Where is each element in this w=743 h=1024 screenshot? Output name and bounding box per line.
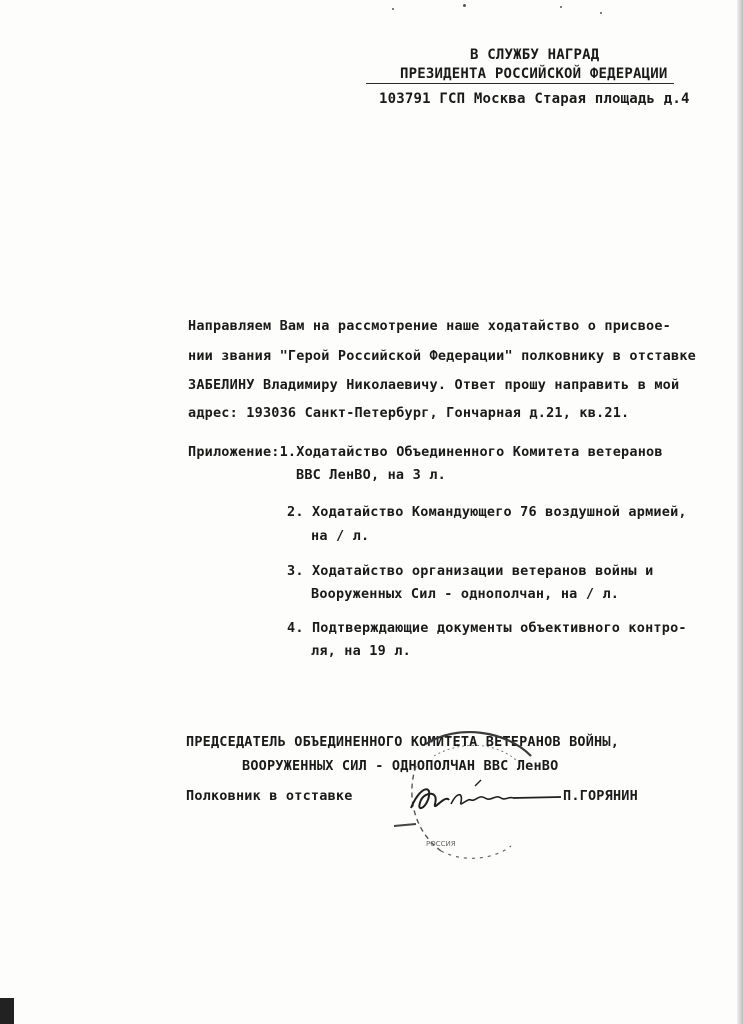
svg-text:РОССИЯ: РОССИЯ	[426, 840, 456, 848]
recipient-underline	[366, 83, 674, 84]
handwritten-signature-icon	[405, 774, 565, 824]
body-line-4: адрес: 193036 Санкт-Петербург, Гончарная д.21, кв.21.	[188, 405, 630, 421]
enclosure-item-4: 4. Подтверждающие документы объективного контро-	[287, 620, 687, 636]
enclosure-item-3-cont: Вооруженных Сил - однополчан, на / л.	[311, 586, 620, 602]
recipient-address: 103791 ГСП Москва Старая площадь д.4	[379, 91, 690, 107]
signature-title-line-2: ВООРУЖЕННЫХ СИЛ - ОДНОПОЛЧАН ВВС ЛенВО	[242, 758, 559, 774]
enclosure-item-4-cont: ля, на 19 л.	[311, 643, 411, 659]
enclosure-item-2-cont: на / л.	[311, 528, 370, 544]
scan-speck	[600, 12, 602, 14]
body-line-3: ЗАБЕЛИНУ Владимиру Николаевичу. Ответ прошу направить в мой	[188, 377, 680, 393]
scan-edge	[737, 0, 743, 1024]
enclosure-label: Приложение:1.Ходатайство Объединенного Комитета ветеранов	[188, 444, 663, 460]
body-line-1: Направляем Вам на рассмотрение наше ходатайство о присвое-	[188, 318, 672, 334]
recipient-line-2: ПРЕЗИДЕНТА РОССИЙСКОЙ ФЕДЕРАЦИИ	[400, 66, 668, 82]
enclosure-item-1-cont: ВВС ЛенВО, на 3 л.	[296, 467, 446, 483]
scan-corner-mark	[0, 998, 14, 1024]
signature-rank: Полковник в отставке	[186, 788, 353, 804]
enclosure-item-3: 3. Ходатайство организации ветеранов войны и	[287, 563, 654, 579]
recipient-line-1: В СЛУЖБУ НАГРАД	[470, 47, 600, 63]
body-line-2: нии звания "Герой Российской Федерации" полковнику в отставке	[188, 348, 696, 364]
scan-speck	[392, 8, 394, 10]
scan-speck	[463, 4, 466, 7]
enclosure-item-2: 2. Ходатайство Командующего 76 воздушной армией,	[287, 504, 687, 520]
signature-title-line-1: ПРЕДСЕДАТЕЛЬ ОБЪЕДИНЕННОГО КОМИТЕТА ВЕТЕРАНОВ ВОЙНЫ,	[186, 734, 620, 750]
signature-name: П.ГОРЯНИН	[563, 788, 638, 804]
scan-speck	[560, 6, 562, 8]
